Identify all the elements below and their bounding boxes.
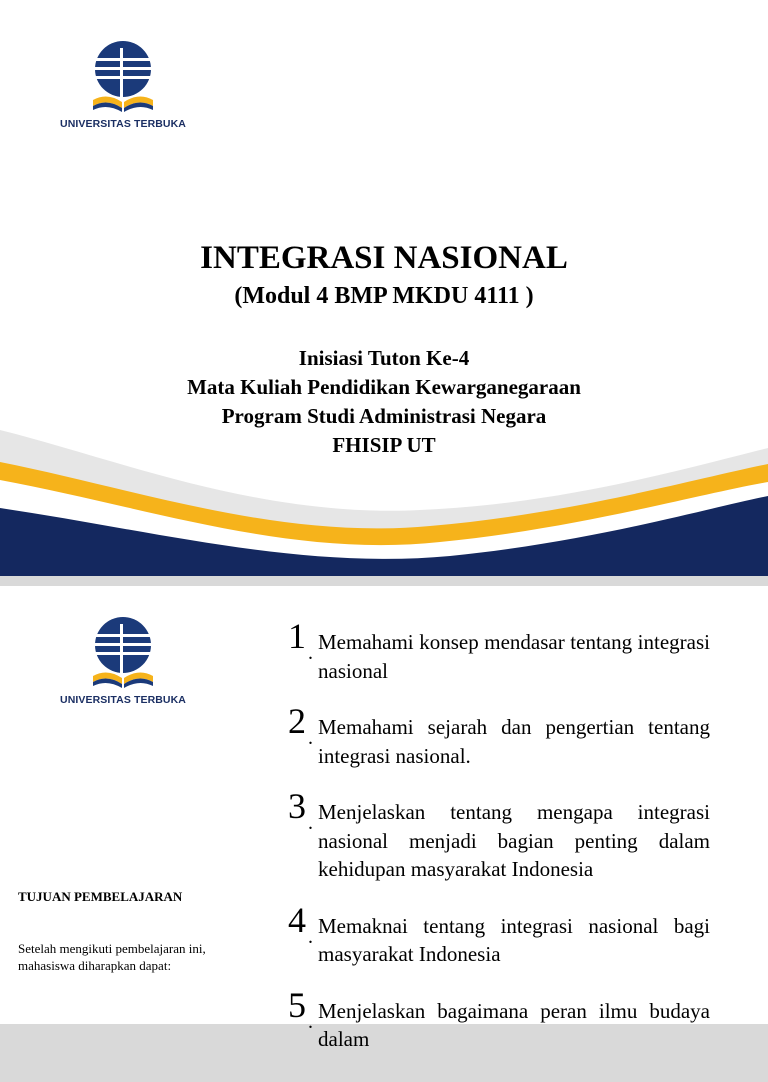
- info-line-program: Program Studi Administrasi Negara: [221, 404, 547, 428]
- logo-text: UNIVERSITAS TERBUKA: [60, 694, 186, 706]
- objective-number: 5: [288, 984, 306, 1025]
- objective-text: Memaknai tentang integrasi nasional bagi masyarakat Indonesia: [318, 913, 710, 966]
- objective-text: Menjelaskan tentang mengapa integrasi nasional menjadi bagian penting dalam kehidupan masyarakat Indonesia: [318, 800, 710, 881]
- section-description: Setelah mengikuti pembelajaran ini, mahasiswa diharapkan dapat:: [18, 941, 206, 973]
- ut-emblem-icon: [87, 40, 159, 116]
- objective-number: 1: [288, 616, 306, 656]
- info-line-course: Mata Kuliah Pendidikan Kewarganegaraan: [187, 375, 581, 399]
- universitas-terbuka-logo: [58, 616, 188, 706]
- info-line-faculty: FHISIP UT: [332, 433, 436, 457]
- objective-item: 2 . Memahami sejarah dan pengertian tentang integrasi nasional.: [288, 713, 710, 770]
- decorative-wave: [0, 400, 768, 576]
- objective-item: 4 . Memaknai tentang integrasi nasional bagi masyarakat Indonesia: [288, 912, 710, 969]
- objective-item: 3 . Menjelaskan tentang mengapa integrasi nasional menjadi bagian penting dalam kehidupan masyarakat Indonesia: [288, 798, 710, 884]
- objective-item: 1 . Memahami konsep mendasar tentang integrasi nasional: [288, 628, 710, 685]
- objective-item: 5 . Menjelaskan bagaimana peran ilmu budaya dalam: [288, 997, 710, 1054]
- slide-subtitle: (Modul 4 BMP MKDU 4111 ): [234, 283, 534, 309]
- universitas-terbuka-logo: [58, 40, 188, 130]
- objective-number: 3: [288, 786, 306, 826]
- section-heading: TUJUAN PEMBELAJARAN: [18, 889, 183, 904]
- objective-text: Memahami konsep mendasar tentang integrasi nasional: [318, 630, 710, 683]
- objective-text: Memahami sejarah dan pengertian tentang integrasi nasional.: [318, 715, 710, 768]
- logo-text: UNIVERSITAS TERBUKA: [60, 118, 186, 130]
- slide-title: INTEGRASI NASIONAL: [200, 240, 568, 276]
- objectives-list: [288, 616, 710, 1082]
- info-line-tuton: Inisiasi Tuton Ke-4: [298, 346, 470, 370]
- ut-emblem-icon: [87, 616, 159, 692]
- objective-number: 2: [288, 701, 306, 741]
- objective-text: Menjelaskan bagaimana peran ilmu budaya dalam: [318, 998, 710, 1051]
- objective-number: 4: [288, 899, 306, 940]
